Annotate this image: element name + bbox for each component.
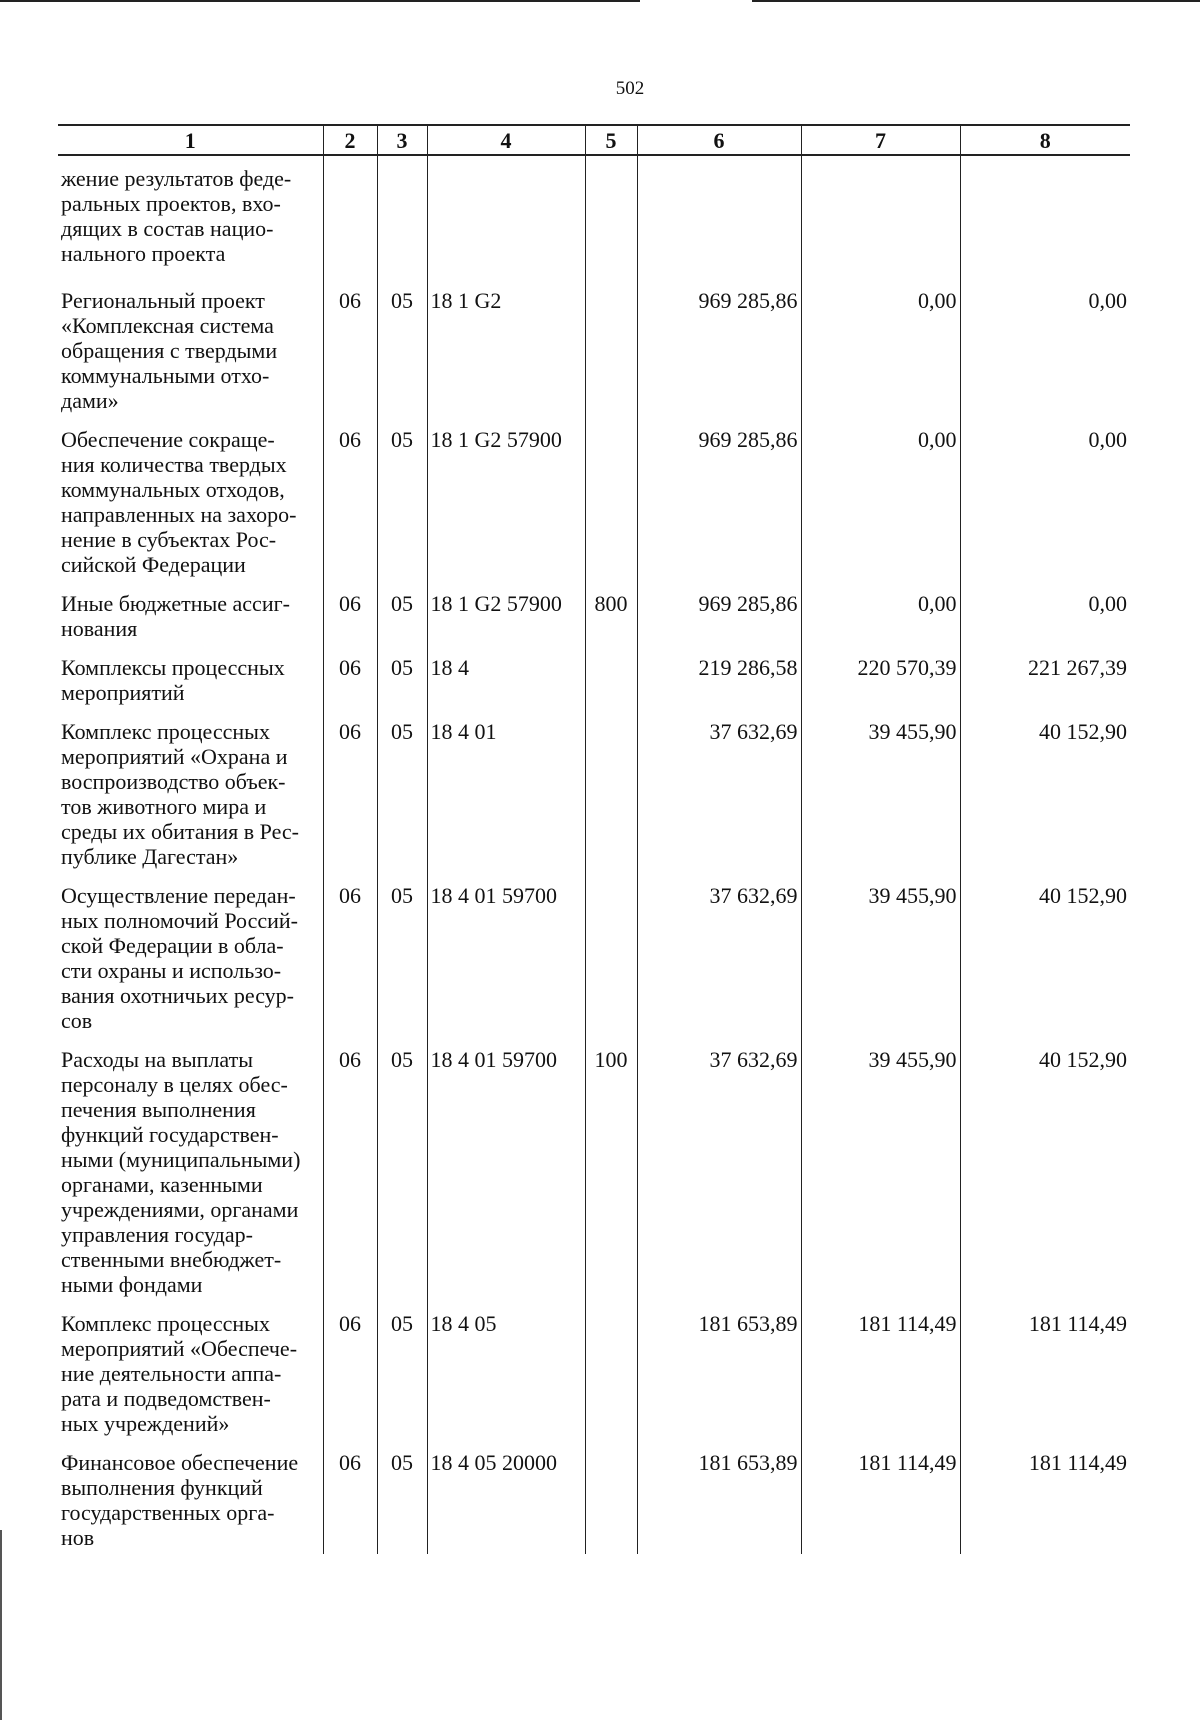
cell-subsection: 05 [377, 655, 427, 719]
cell-expense-type [585, 719, 637, 883]
cell-target-article: 18 4 01 59700 [427, 883, 585, 1047]
column-header-6: 6 [637, 125, 801, 155]
cell-section: 06 [323, 1047, 377, 1311]
scan-top-rule-left [0, 0, 640, 2]
cell-subsection: 05 [377, 1311, 427, 1450]
column-header-7: 7 [801, 125, 960, 155]
row-description: Расходы на выплаты персоналу в целях обес- печения выполнения функций государствен- ными (муниципальными) органами, казенными учреждениями, органами управления государ- ственными внебюджет- ными фондами [61, 1047, 301, 1297]
scan-left-edge [0, 1530, 2, 1720]
row-description: Финансовое обеспечение выполнения функций государственных орга- нов [61, 1450, 299, 1550]
column-header-4: 4 [427, 125, 585, 155]
cell-expense-type [585, 427, 637, 591]
cell-section: 06 [323, 1311, 377, 1450]
cell-amount-year-1: 969 285,86 [637, 288, 801, 427]
cell-amount-year-3: 40 152,90 [960, 1047, 1130, 1311]
cell-section: 06 [323, 427, 377, 591]
cell-amount-year-3: 0,00 [960, 591, 1130, 655]
row-description: Комплексы процессных мероприятий [61, 655, 285, 705]
cell-amount-year-1: 37 632,69 [637, 883, 801, 1047]
cell-expense-type [585, 1450, 637, 1554]
scan-top-rule-right [752, 0, 1200, 2]
cell-subsection: 05 [377, 719, 427, 883]
table-row [58, 1450, 1130, 1554]
cell-amount-year-1: 37 632,69 [637, 1047, 801, 1311]
cell-section [323, 155, 377, 288]
column-header-1: 1 [58, 125, 323, 155]
table-row [58, 288, 1130, 427]
column-header-8: 8 [960, 125, 1130, 155]
cell-expense-type [585, 655, 637, 719]
cell-amount-year-2: 0,00 [801, 591, 960, 655]
cell-section: 06 [323, 1450, 377, 1554]
table-header-row [58, 125, 1130, 155]
table-row [58, 1311, 1130, 1450]
cell-section: 06 [323, 591, 377, 655]
table-row [58, 655, 1130, 719]
column-header-2: 2 [323, 125, 377, 155]
column-header-5: 5 [585, 125, 637, 155]
cell-amount-year-1: 181 653,89 [637, 1450, 801, 1554]
cell-amount-year-2: 181 114,49 [801, 1311, 960, 1450]
row-description: Комплекс процессных мероприятий «Обеспече- ние деятельности аппа- рата и подведомствен- ных учреждений» [61, 1311, 298, 1436]
table-row [58, 883, 1130, 1047]
cell-subsection: 05 [377, 1047, 427, 1311]
cell-amount-year-3: 221 267,39 [960, 655, 1130, 719]
cell-amount-year-2: 0,00 [801, 427, 960, 591]
cell-amount-year-2: 220 570,39 [801, 655, 960, 719]
cell-expense-type: 100 [585, 1047, 637, 1311]
cell-amount-year-2: 39 455,90 [801, 1047, 960, 1311]
cell-amount-year-2: 0,00 [801, 288, 960, 427]
cell-subsection: 05 [377, 288, 427, 427]
table-row [58, 719, 1130, 883]
cell-subsection [377, 155, 427, 288]
cell-amount-year-2 [801, 155, 960, 288]
budget-table [58, 124, 1130, 1554]
cell-expense-type [585, 1311, 637, 1450]
row-description: Региональный проект «Комплексная система обращения с твердыми коммунальными отхо- дами» [61, 288, 278, 413]
row-description: Осуществление передан- ных полномочий Россий- ской Федерации в обла- сти охраны и использо- вания охотничьих ресур- сов [61, 883, 298, 1033]
cell-amount-year-2: 181 114,49 [801, 1450, 960, 1554]
row-description: Обеспечение сокраще- ния количества твердых коммунальных отходов, направленных на захоро- нение в субъектах Рос- сийской Федерации [61, 427, 297, 577]
cell-section: 06 [323, 288, 377, 427]
cell-target-article: 18 1 G2 57900 [427, 427, 585, 591]
cell-section: 06 [323, 655, 377, 719]
cell-amount-year-3: 181 114,49 [960, 1450, 1130, 1554]
page-number: 502 [615, 78, 645, 99]
table-row [58, 1047, 1130, 1311]
cell-target-article: 18 4 01 [427, 719, 585, 883]
cell-subsection: 05 [377, 883, 427, 1047]
cell-amount-year-1: 969 285,86 [637, 591, 801, 655]
cell-target-article: 18 4 01 59700 [427, 1047, 585, 1311]
cell-target-article: 18 1 G2 [427, 288, 585, 427]
table-row [58, 591, 1130, 655]
cell-amount-year-1 [637, 155, 801, 288]
cell-target-article: 18 1 G2 57900 [427, 591, 585, 655]
column-header-3: 3 [377, 125, 427, 155]
cell-target-article [427, 155, 585, 288]
cell-amount-year-3 [960, 155, 1130, 288]
cell-expense-type [585, 155, 637, 288]
cell-section: 06 [323, 719, 377, 883]
row-description: Иные бюджетные ассиг- нования [61, 591, 290, 641]
row-description: Комплекс процессных мероприятий «Охрана и воспроизводство объек- тов животного мира и среды их обитания в Рес- публике Дагестан» [61, 719, 300, 869]
cell-amount-year-1: 219 286,58 [637, 655, 801, 719]
cell-subsection: 05 [377, 1450, 427, 1554]
cell-amount-year-1: 37 632,69 [637, 719, 801, 883]
cell-target-article: 18 4 [427, 655, 585, 719]
cell-amount-year-2: 39 455,90 [801, 883, 960, 1047]
cell-amount-year-3: 181 114,49 [960, 1311, 1130, 1450]
table-row [58, 155, 1130, 288]
cell-amount-year-1: 181 653,89 [637, 1311, 801, 1450]
table-body [58, 155, 1130, 1554]
table-row [58, 427, 1130, 591]
cell-expense-type [585, 883, 637, 1047]
cell-amount-year-3: 40 152,90 [960, 883, 1130, 1047]
cell-subsection: 05 [377, 591, 427, 655]
cell-amount-year-1: 969 285,86 [637, 427, 801, 591]
cell-expense-type: 800 [585, 591, 637, 655]
cell-amount-year-2: 39 455,90 [801, 719, 960, 883]
cell-amount-year-3: 0,00 [960, 288, 1130, 427]
cell-target-article: 18 4 05 [427, 1311, 585, 1450]
cell-section: 06 [323, 883, 377, 1047]
cell-subsection: 05 [377, 427, 427, 591]
cell-amount-year-3: 40 152,90 [960, 719, 1130, 883]
cell-amount-year-3: 0,00 [960, 427, 1130, 591]
row-description: жение результатов феде- ральных проектов, вхо- дящих в состав нацио- нального проекта [61, 166, 292, 266]
cell-target-article: 18 4 05 20000 [427, 1450, 585, 1554]
cell-expense-type [585, 288, 637, 427]
